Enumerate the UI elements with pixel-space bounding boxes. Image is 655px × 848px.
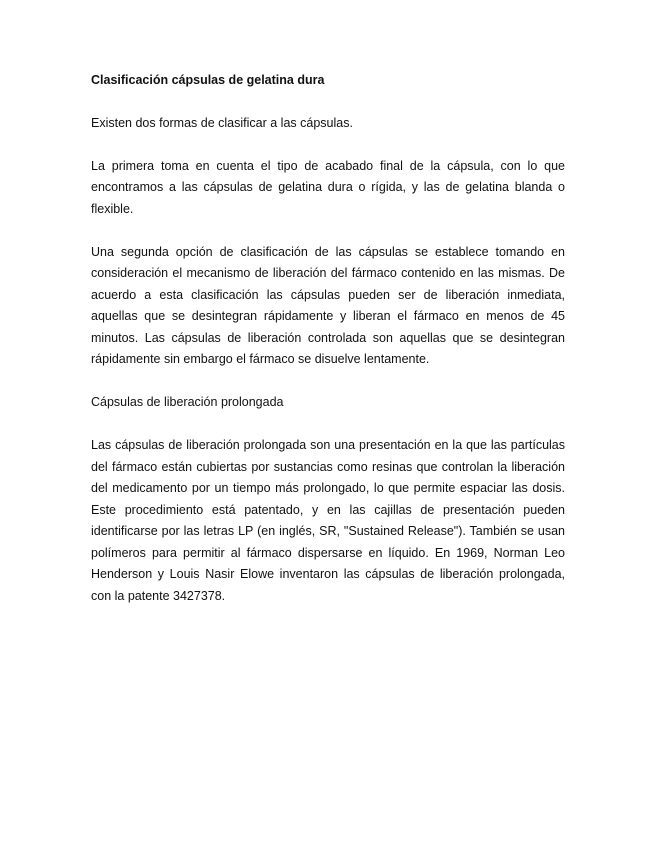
document-title: Clasificación cápsulas de gelatina dura — [91, 73, 325, 87]
section-subheading: Cápsulas de liberación prolongada — [91, 395, 284, 409]
intro-paragraph: Existen dos formas de clasificar a las cápsulas. — [91, 115, 353, 130]
prolonged-release-paragraph: Las cápsulas de liberación prolongada son una presentación en la que las partículas del fármaco están cubiertas por sustancias como resinas que controlan la liberación del medicamento por un tiempo más prolongado, lo que permite espaciar las dosis. Este procedimiento está patentado, y en las cajillas de presentación pueden identificarse por las letras LP (en inglés, SR, "Sustained Release"). También se usan polímeros para permitir al fármaco dispersarse en líquido. En 1969, Norman Leo Henderson y Louis Nasir Elowe inventaron las cápsulas de liberación prolongada, con la patente 3427378. — [91, 438, 565, 603]
document-page — [91, 70, 565, 629]
second-classification-paragraph: Una segunda opción de clasificación de las cápsulas se establece tomando en consideración el mecanismo de liberación del fármaco contenido en las mismas. De acuerdo a esta clasificación las cápsulas pueden ser de liberación inmediata, aquellas que se desintegran rápidamente y liberan el fármaco en menos de 45 minutos. Las cápsulas de liberación controlada son aquellas que se desintegran rápidamente sin embargo el fármaco se disuelve lentamente. — [91, 244, 565, 366]
first-classification-paragraph: La primera toma en cuenta el tipo de acabado final de la cápsula, con lo que encontramos a las cápsulas de gelatina dura o rígida, y las de gelatina blanda o flexible. — [91, 158, 565, 216]
